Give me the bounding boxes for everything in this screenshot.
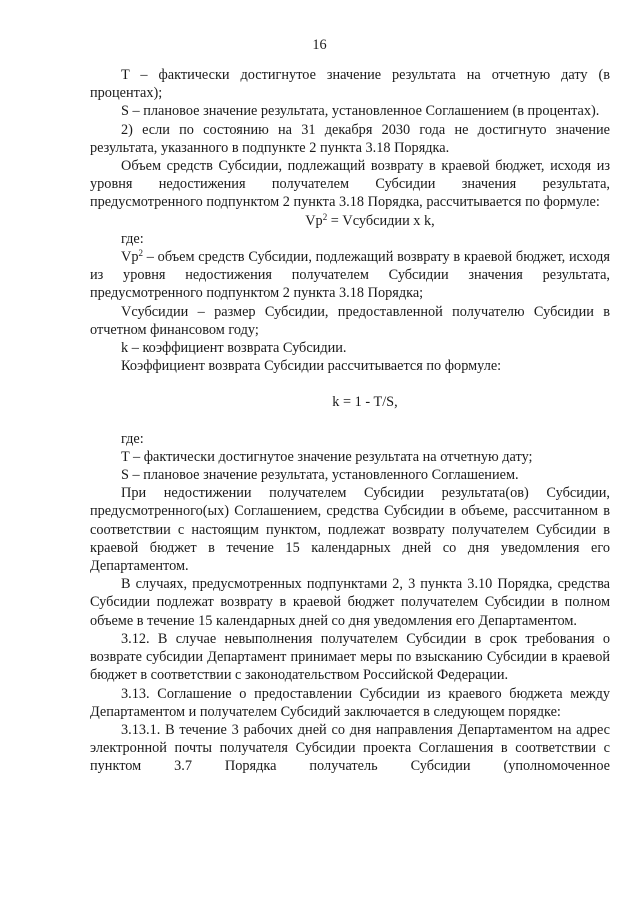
definition-vr2-left: Vр xyxy=(121,249,139,266)
paragraph-coefficient-intro: Коэффициент возврата Субсидии рассчитывается по формуле: xyxy=(121,358,502,375)
definition-s: S – плановое значение результата, установленного Соглашением. xyxy=(121,467,519,484)
formula-vr2-left: Vр xyxy=(305,212,323,229)
definition-vr2-sup: 2 xyxy=(138,248,143,259)
paragraph-3-12: 3.12. В случае невыполнения получателем Субсидии в срок требования о возврате субсидии Департамент принимает меры по взысканию Субсидии в краевой бюджет в соответствии с законодательством Российской Федерации. xyxy=(90,630,610,684)
where-label-1: где: xyxy=(121,230,144,247)
page-number: 16 xyxy=(312,37,327,53)
formula-vr2-right: = Vсубсидии x k, xyxy=(327,212,435,229)
paragraph-non-achievement: При недостижении получателем Субсидии результата(ов) Субсидии, предусмотренного(ых) Соглашением, средства Субсидии в объеме, рассчитанном в соответствии с настоящим пунктом, подлежат возврату получателем Субсидии в краевой бюджет в течение 15 календарных дней со дня уведомления его Департаментом. xyxy=(90,485,610,575)
paragraph-t-definition: T – фактически достигнутое значение результата на отчетную дату (в процентах); xyxy=(90,67,610,102)
paragraph-cases: В случаях, предусмотренных подпунктами 2, 3 пункта 3.10 Порядка, средства Субсидии подлежат возврату в краевой бюджет получателем Субсидии в полном объеме в течение 15 календарных дней со дня уведомления его Департаментом. xyxy=(90,576,610,629)
formula-vr2-sup: 2 xyxy=(322,211,328,222)
definition-k: k – коэффициент возврата Субсидии. xyxy=(121,340,347,357)
definition-vsubsidii: Vсубсидии – размер Субсидии, предоставленной получателю Субсидии в отчетном финансовом году; xyxy=(90,303,610,338)
definition-vr2 xyxy=(90,248,610,303)
paragraph-3-13-1: 3.13.1. В течение 3 рабочих дней со дня направления Департаментом на адрес электронной почты получателя Субсидии проекта Соглашения в соответствии с пунктом 3.7 Порядка получатель Субсидии (уполномоченное xyxy=(90,721,610,775)
definition-t: T – фактически достигнутое значение результата на отчетную дату; xyxy=(121,448,533,465)
where-label-2: где: xyxy=(121,430,144,447)
definition-vr2-right: – объем средств Субсидии, подлежащий возврату в краевой бюджет, исходя из уровня недостижения получателем Субсидии значения результата, предусмотренного подпунктом 2 пункта 3.18 Порядка; xyxy=(90,249,610,302)
document-body xyxy=(90,66,610,776)
paragraph-volume-intro: Объем средств Субсидии, подлежащий возврату в краевой бюджет, исходя из уровня недостижения получателем Субсидии значения результата, предусмотренного подпунктом 2 пункта 3.18 Порядка, рассчитывается по формуле: xyxy=(90,158,610,211)
formula-vr2 xyxy=(130,212,610,230)
paragraph-3-13: 3.13. Соглашение о предоставлении Субсидии из краевого бюджета между Департаментом и получателем Субсидий заключается в следующем порядке: xyxy=(90,685,610,720)
paragraph-condition-2: 2) если по состоянию на 31 декабря 2030 года не достигнуто значение результата, указанного в подпункте 2 пункта 3.18 Порядка. xyxy=(90,121,610,156)
formula-k: k = 1 - T/S, xyxy=(332,394,398,411)
paragraph-s-definition: S – плановое значение результата, установленное Соглашением (в процентах). xyxy=(121,103,600,120)
